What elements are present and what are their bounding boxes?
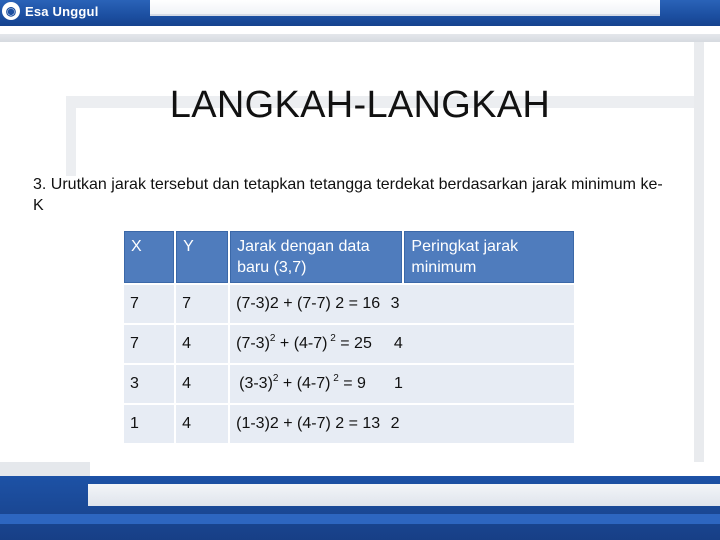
cell-peringkat: 1 — [393, 375, 403, 392]
slide-title: LANGKAH-LANGKAH — [169, 84, 551, 126]
cell-x: 7 — [124, 285, 174, 323]
cell-x: 3 — [124, 365, 174, 403]
cell-jarak-peringkat — [230, 325, 574, 363]
cell-jarak-peringkat — [230, 405, 574, 443]
distance-table — [122, 229, 576, 445]
cell-jarak-peringkat — [230, 365, 574, 403]
cell-jarak-part-a: (3-3) — [239, 375, 273, 392]
cell-y: 4 — [176, 405, 228, 443]
cell-jarak: (1-3)2 + (4-7) 2 = 13 — [236, 415, 381, 432]
header-y: Y — [176, 231, 228, 283]
cell-jarak-part-a: (7-3) — [236, 335, 270, 352]
cell-jarak-sup-1: 2 — [269, 333, 276, 344]
table-header-row — [124, 231, 574, 283]
cell-jarak-part-c: = 9 — [338, 375, 366, 392]
cell-jarak-part-b: + (4-7) — [278, 375, 331, 392]
cell-jarak: (7-3)2 + (7-7) 2 = 16 — [236, 295, 381, 312]
cell-jarak-part-b: + (4-7) — [275, 335, 328, 352]
table-row — [124, 325, 574, 363]
table-row — [124, 405, 574, 443]
cell-y: 4 — [176, 325, 228, 363]
top-banner — [0, 0, 720, 26]
header-jarak: Jarak dengan data baru (3,7) — [230, 231, 402, 283]
cell-y: 7 — [176, 285, 228, 323]
logo-icon: ◉ — [2, 2, 20, 20]
table-row — [124, 285, 574, 323]
top-banner-light-bar — [150, 0, 660, 16]
bottom-banner — [0, 476, 720, 540]
cell-x: 7 — [124, 325, 174, 363]
header-x: X — [124, 231, 174, 283]
bottom-banner-light-strip — [88, 484, 720, 506]
logo-text: Esa Unggul — [25, 3, 99, 19]
cell-peringkat: 3 — [390, 295, 400, 312]
bottom-banner-accent-strip — [0, 514, 720, 524]
cell-jarak-peringkat — [230, 285, 574, 323]
cell-x: 1 — [124, 405, 174, 443]
cell-jarak-sup-1: 2 — [272, 373, 279, 384]
cell-peringkat: 4 — [393, 335, 403, 352]
frame-line-top — [0, 34, 720, 42]
table-row — [124, 365, 574, 403]
step-text: 3. Urutkan jarak tersebut dan tetapkan tetangga terdekat berdasarkan jarak minimum ke-K — [33, 176, 663, 214]
cell-y: 4 — [176, 365, 228, 403]
cell-jarak-sup-2: 2 — [330, 373, 339, 384]
header-peringkat: Peringkat jarak minimum — [404, 231, 574, 283]
cell-jarak-sup-2: 2 — [327, 333, 336, 344]
cell-jarak-part-c: = 25 — [335, 335, 372, 352]
cell-peringkat: 2 — [390, 415, 400, 432]
logo — [0, 0, 99, 22]
